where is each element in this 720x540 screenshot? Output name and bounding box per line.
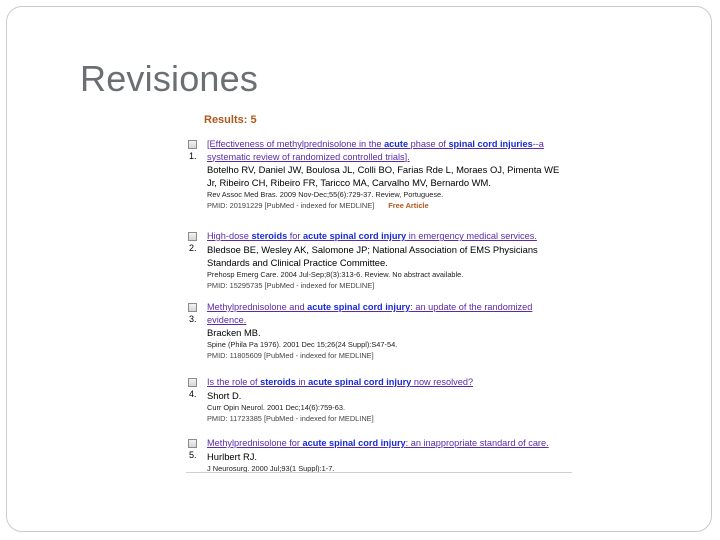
pmid-text: PMID: 15295735 [PubMed - indexed for MEDLINE] [207,280,375,290]
results-count-header: Results: 5 [204,114,257,126]
result-number: 5. [189,450,197,460]
select-checkbox[interactable] [188,303,197,312]
title-text: : an inappropriate standard of care. [405,438,549,448]
result-title-link[interactable] [207,301,571,326]
search-term-highlight: steroids [251,231,288,241]
result-pmid [207,280,571,291]
result-number: 2. [189,243,197,253]
search-term-highlight: acute [384,139,409,149]
title-text: in [295,377,309,387]
result-number: 4. [189,389,197,399]
result-number: 1. [189,151,197,161]
search-term-highlight: acute spinal cord injury [307,302,411,312]
title-text: phase of [408,139,449,149]
result-number: 3. [189,314,197,324]
search-term-highlight: acute spinal cord injury [303,231,407,241]
title-text: in emergency medical services. [406,231,537,241]
result-authors: Bracken MB. [207,327,261,338]
result-pmid [207,413,571,424]
title-text: for [287,231,304,241]
title-text: : an update of the randomized evidence. [207,302,533,325]
select-checkbox[interactable] [188,378,197,387]
pmid-text: PMID: 11805609 [PubMed - indexed for MEDLINE] [207,351,374,360]
result-pmid [207,200,571,211]
result-title-link[interactable] [207,437,571,450]
result-authors: Botelho RV, Daniel JW, Boulosa JL, Colli BO, Farias Rde L, Moraes OJ, Pimenta WE Jr, Ribeiro CH, Ribeiro FR, Taricco MA, Carvalho MV, Bernardo WM. [207,164,560,188]
title-text: [Effectiveness of methylprednisolone in the [207,139,385,149]
result-content [207,437,571,472]
result-citation: Spine (Phila Pa 1976). 2001 Dec 15;26(24 Suppl):S47-54. [207,340,398,349]
result-citation: Prehosp Emerg Care. 2004 Jul-Sep;8(3):313-6. Review. No abstract available. [207,269,464,279]
select-checkbox[interactable] [188,140,197,149]
result-citation: Rev Assoc Med Bras. 2009 Nov-Dec;55(6):729-37. Review, Portuguese. [207,190,444,199]
result-title-link[interactable] [207,230,571,243]
result-title-link[interactable] [207,376,571,389]
title-text: High-dose [207,231,252,241]
select-checkbox[interactable] [188,232,197,241]
slide-title: Revisiones [80,58,259,99]
pmid-text: PMID: 11723385 [PubMed - indexed for MEDLINE] [207,413,374,423]
title-text: Methylprednisolone and [207,302,308,312]
search-results-panel [186,108,572,472]
title-text: --a systematic review of randomized controlled trials]. [207,139,544,162]
result-authors: Hurlbert RJ. [207,450,258,462]
result-citation: J Neurosurg. 2000 Jul;93(1 Suppl):1-7. [207,463,335,472]
result-content [207,376,571,424]
pmid-text: PMID: 20191229 [PubMed - indexed for MEDLINE] [207,201,375,210]
result-authors: Short D. [207,389,242,401]
select-checkbox[interactable] [188,439,197,448]
result-content [207,230,571,291]
free-article-link[interactable]: Free Article [388,201,429,210]
results-bottom-divider [186,472,572,473]
search-term-highlight: acute spinal cord injury [302,438,406,448]
result-title-link[interactable] [207,138,571,163]
title-text: Is the role of [207,377,261,387]
search-term-highlight: acute spinal cord injury [308,377,412,387]
result-content [207,138,571,211]
result-citation: Curr Opin Neurol. 2001 Dec;14(6):759-63. [207,402,346,412]
result-pmid [207,350,571,361]
search-term-highlight: spinal cord injuries [448,139,533,149]
search-term-highlight: steroids [260,377,296,387]
result-authors: Bledsoe BE, Wesley AK, Salomone JP; National Association of EMS Physicians Standards and Clinical Practice Committee. [207,243,538,268]
title-text: now resolved? [411,377,474,387]
title-text: Methylprednisolone for [207,438,303,448]
result-content [207,301,571,361]
